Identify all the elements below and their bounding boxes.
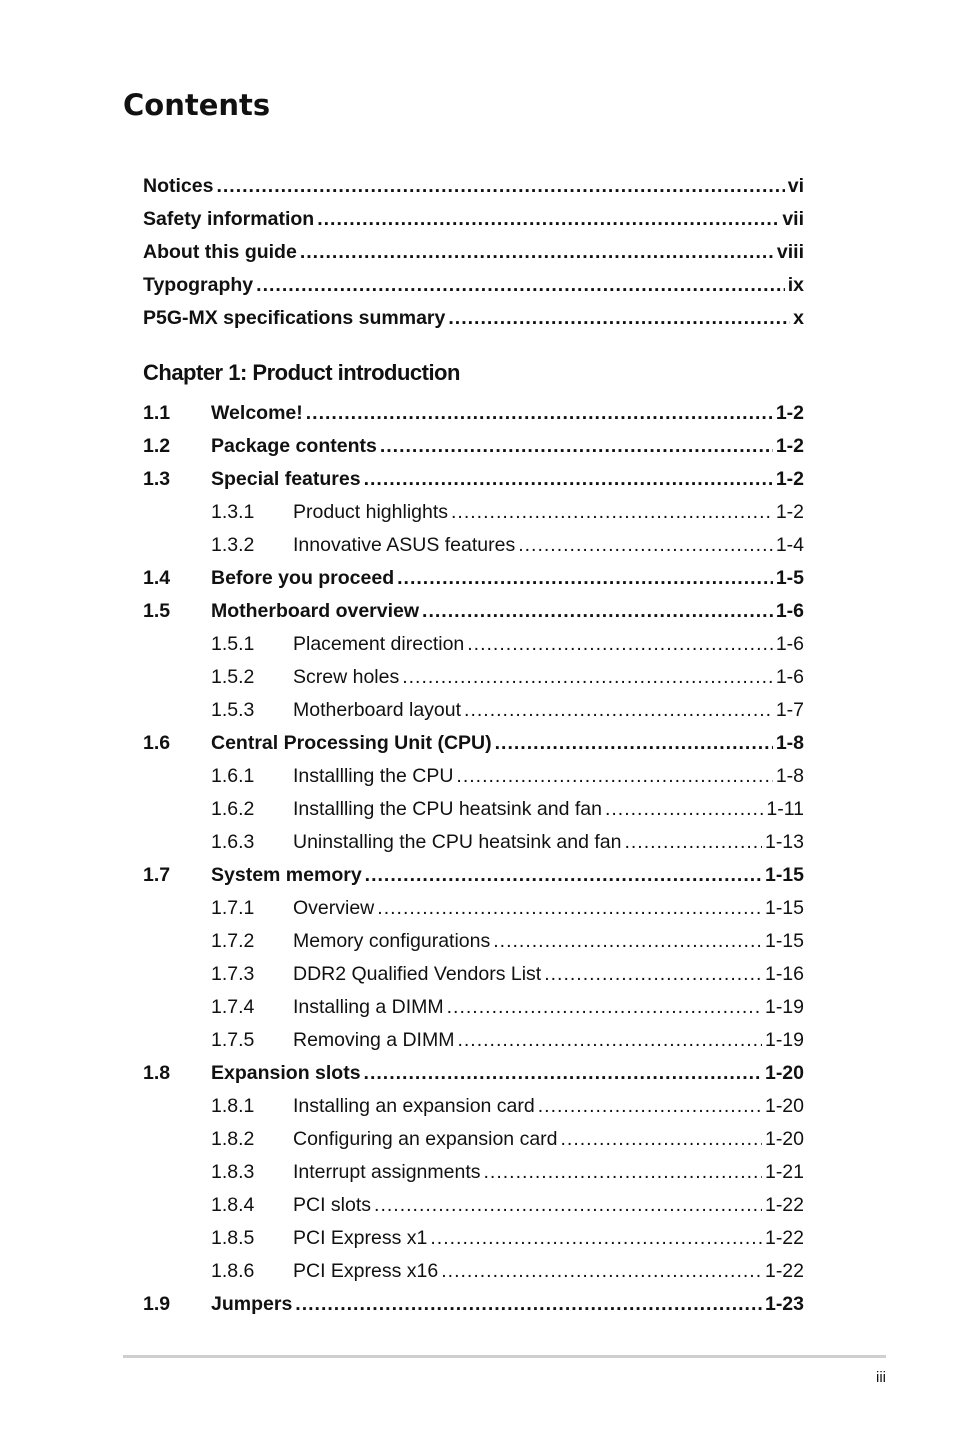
dot-leader [518, 529, 773, 562]
toc-entry-number: 1.8.6 [211, 1260, 255, 1282]
toc-entry-label: Installling the CPU heatsink and fan [293, 798, 602, 820]
toc-subsection-entry[interactable] [143, 925, 804, 958]
toc-entry-page: 1-8 [775, 732, 804, 754]
toc-entry-label: Overview [293, 897, 375, 919]
toc-entry-number: 1.5.1 [211, 633, 255, 655]
toc-entry-page: 1-5 [775, 567, 804, 589]
page-number: iii [876, 1369, 886, 1386]
toc-entry-page: 1-22 [764, 1227, 804, 1249]
dot-leader [374, 1189, 762, 1222]
dot-leader [493, 925, 762, 958]
toc-entry-number: 1.7.1 [211, 897, 255, 919]
toc-entry-label: Screw holes [293, 666, 400, 688]
toc-entry-number: 1.8.2 [211, 1128, 255, 1150]
toc-entry-label: PCI slots [293, 1194, 372, 1216]
toc-entry-number: 1.8.3 [211, 1161, 255, 1183]
toc-entry-page: 1-20 [764, 1062, 804, 1084]
dot-leader [317, 203, 779, 236]
dot-leader [457, 1024, 762, 1057]
toc-entry-number: 1.1 [143, 402, 171, 424]
toc-entry-page: 1-19 [764, 996, 804, 1018]
toc-entry-page: 1-23 [764, 1293, 804, 1315]
toc-entry-label: Innovative ASUS features [293, 534, 516, 556]
dot-leader [624, 826, 762, 859]
toc-entry-label: Central Processing Unit (CPU) [211, 732, 492, 754]
toc-entry-number: 1.6.2 [211, 798, 255, 820]
toc-entry-number: 1.3.1 [211, 501, 255, 523]
toc-entry-page: 1-2 [775, 468, 804, 490]
toc-subsection-entry[interactable] [143, 991, 804, 1024]
toc-section-entry[interactable] [143, 727, 804, 760]
dot-leader [561, 1123, 762, 1156]
toc-subsection-entry[interactable] [143, 1189, 804, 1222]
chapter-entries-list [143, 397, 804, 1321]
toc-entry-page: vii [782, 208, 804, 230]
toc-entry-label: PCI Express x1 [293, 1227, 428, 1249]
toc-section-entry[interactable] [143, 1288, 804, 1321]
dot-leader [451, 496, 773, 529]
dot-leader [544, 958, 762, 991]
toc-entry-label: Installling the CPU [293, 765, 454, 787]
toc-entry-number: 1.6.3 [211, 831, 255, 853]
toc-entry-label: Product highlights [293, 501, 449, 523]
toc-entry-label: Typography [143, 274, 254, 296]
toc-entry-label: P5G-MX specifications summary [143, 307, 446, 329]
toc-entry-number: 1.9 [143, 1293, 171, 1315]
page-title: Contents [123, 88, 271, 122]
toc-entry-page: 1-8 [775, 765, 804, 787]
toc-entry-label: Welcome! [211, 402, 303, 424]
toc-entry-number: 1.4 [143, 567, 171, 589]
dot-leader [448, 302, 790, 335]
toc-entry-page: 1-22 [764, 1194, 804, 1216]
toc-entry-label: Placement direction [293, 633, 465, 655]
toc-entry-label: Installing an expansion card [293, 1095, 535, 1117]
toc-entry-label: Motherboard layout [293, 699, 462, 721]
toc-entry-page: 1-2 [775, 501, 804, 523]
toc-subsection-entry[interactable] [143, 1255, 804, 1288]
toc-entry-page: 1-20 [764, 1128, 804, 1150]
toc-section-entry[interactable] [143, 562, 804, 595]
dot-leader [306, 397, 773, 430]
toc-entry-number: 1.7.2 [211, 930, 255, 952]
toc-entry-number: 1.5.2 [211, 666, 255, 688]
toc-subsection-entry[interactable] [143, 793, 804, 826]
toc-entry-number: 1.6.1 [211, 765, 255, 787]
toc-section-entry[interactable] [143, 595, 804, 628]
toc-entry-number: 1.6 [143, 732, 171, 754]
toc-entry-label: Configuring an expansion card [293, 1128, 558, 1150]
toc-entry-page: 1-13 [764, 831, 804, 853]
dot-leader [441, 1255, 762, 1288]
toc-entry-label: System memory [211, 864, 362, 886]
toc-subsection-entry[interactable] [143, 760, 804, 793]
toc-entry-label: About this guide [143, 241, 297, 263]
dot-leader [422, 595, 773, 628]
toc-section-entry[interactable] [143, 463, 804, 496]
toc-entry-page: vi [787, 175, 804, 197]
toc-entry-page: 1-21 [764, 1161, 804, 1183]
dot-leader [447, 991, 762, 1024]
dot-leader [467, 628, 773, 661]
toc-section-entry[interactable] [143, 430, 804, 463]
toc-entry-page: 1-15 [764, 864, 804, 886]
toc-entry-number: 1.8.4 [211, 1194, 255, 1216]
toc-subsection-entry[interactable] [143, 628, 804, 661]
toc-entry[interactable] [143, 302, 804, 335]
dot-leader [365, 859, 762, 892]
toc-entry-page: 1-22 [764, 1260, 804, 1282]
toc-subsection-entry[interactable] [143, 826, 804, 859]
toc-entry-page: 1-15 [764, 930, 804, 952]
toc-entry-page: x [793, 307, 804, 329]
toc-entry[interactable] [143, 236, 804, 269]
toc-subsection-entry[interactable] [143, 496, 804, 529]
dot-leader [538, 1090, 762, 1123]
toc-subsection-entry[interactable] [143, 1123, 804, 1156]
toc-entry-page: 1-11 [766, 798, 804, 820]
toc-entry-number: 1.8.5 [211, 1227, 255, 1249]
dot-leader [295, 1288, 762, 1321]
toc-entry-label: Notices [143, 175, 214, 197]
toc-subsection-entry[interactable] [143, 694, 804, 727]
chapter-heading: Chapter 1: Product introduction [143, 360, 460, 385]
table-of-contents [143, 170, 804, 1321]
toc-subsection-entry[interactable] [143, 529, 804, 562]
toc-entry-label: Interrupt assignments [293, 1161, 481, 1183]
dot-leader [402, 661, 773, 694]
toc-entry-label: Memory configurations [293, 930, 491, 952]
toc-entry-label: PCI Express x16 [293, 1260, 439, 1282]
toc-entry-page: 1-6 [775, 600, 804, 622]
dot-leader [430, 1222, 762, 1255]
toc-entry-label: Expansion slots [211, 1062, 361, 1084]
toc-entry-page: viii [776, 241, 804, 263]
toc-entry-label: Removing a DIMM [293, 1029, 455, 1051]
toc-entry-number: 1.7 [143, 864, 171, 886]
toc-section-entry[interactable] [143, 1057, 804, 1090]
toc-entry-label: Safety information [143, 208, 315, 230]
toc-subsection-entry[interactable] [143, 958, 804, 991]
toc-entry-label: Uninstalling the CPU heatsink and fan [293, 831, 622, 853]
dot-leader [364, 463, 773, 496]
dot-leader [364, 1057, 762, 1090]
toc-entry[interactable] [143, 203, 804, 236]
toc-entry-page: ix [787, 274, 804, 296]
toc-entry-page: 1-19 [764, 1029, 804, 1051]
toc-entry[interactable] [143, 170, 804, 203]
toc-subsection-entry[interactable] [143, 1024, 804, 1057]
dot-leader [397, 562, 773, 595]
dot-leader [605, 793, 763, 826]
toc-entry-number: 1.8 [143, 1062, 171, 1084]
dot-leader [300, 236, 774, 269]
toc-entry-page: 1-2 [775, 402, 804, 424]
toc-entry-page: 1-7 [775, 699, 804, 721]
toc-entry-label: Motherboard overview [211, 600, 420, 622]
toc-entry-number: 1.3.2 [211, 534, 255, 556]
dot-leader [484, 1156, 762, 1189]
toc-subsection-entry[interactable] [143, 661, 804, 694]
toc-entry-number: 1.7.5 [211, 1029, 255, 1051]
toc-entry-number: 1.2 [143, 435, 171, 457]
dot-leader [464, 694, 773, 727]
toc-entry-page: 1-20 [764, 1095, 804, 1117]
toc-entry-page: 1-16 [764, 963, 804, 985]
footer-divider [123, 1355, 886, 1358]
toc-entry-page: 1-6 [775, 666, 804, 688]
toc-section-entry[interactable] [143, 397, 804, 430]
dot-leader [377, 892, 762, 925]
dot-leader [495, 727, 773, 760]
dot-leader [380, 430, 773, 463]
toc-entry-page: 1-15 [764, 897, 804, 919]
toc-entry-number: 1.7.4 [211, 996, 255, 1018]
toc-entry-number: 1.5 [143, 600, 171, 622]
toc-subsection-entry[interactable] [143, 1156, 804, 1189]
toc-entry-label: Package contents [211, 435, 377, 457]
dot-leader [256, 269, 785, 302]
toc-entry-label: DDR2 Qualified Vendors List [293, 963, 542, 985]
toc-entry-label: Special features [211, 468, 361, 490]
dot-leader [216, 170, 784, 203]
toc-entry-page: 1-2 [775, 435, 804, 457]
toc-subsection-entry[interactable] [143, 892, 804, 925]
toc-entry-page: 1-4 [775, 534, 804, 556]
toc-subsection-entry[interactable] [143, 1090, 804, 1123]
toc-section-entry[interactable] [143, 859, 804, 892]
toc-subsection-entry[interactable] [143, 1222, 804, 1255]
toc-entry-page: 1-6 [775, 633, 804, 655]
front-matter-list [143, 170, 804, 335]
toc-entry-number: 1.8.1 [211, 1095, 255, 1117]
toc-entry-label: Installing a DIMM [293, 996, 444, 1018]
toc-entry[interactable] [143, 269, 804, 302]
toc-entry-number: 1.5.3 [211, 699, 255, 721]
toc-entry-number: 1.7.3 [211, 963, 255, 985]
toc-entry-number: 1.3 [143, 468, 171, 490]
toc-entry-label: Jumpers [211, 1293, 293, 1315]
toc-entry-label: Before you proceed [211, 567, 395, 589]
dot-leader [456, 760, 772, 793]
